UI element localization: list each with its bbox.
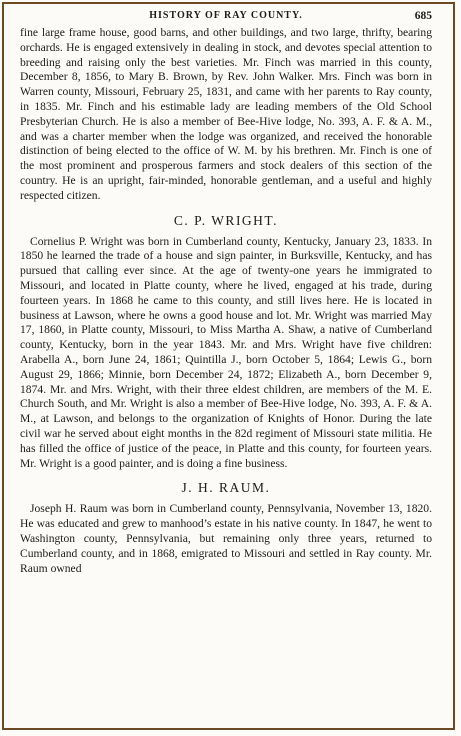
page-body <box>20 26 432 576</box>
running-header <box>20 10 432 26</box>
section-heading-wright: C. P. WRIGHT. <box>173 212 279 228</box>
running-title: HISTORY OF RAY COUNTY. <box>149 10 303 21</box>
page-number: 685 <box>414 10 432 22</box>
wright-biography: Cornelius P. Wright was born in Cumberland county, Kentucky, January 23, 1833. In 1850 he learned the trade of a house and sign painter, in Burksville, Kentucky, and has pursued that calling ever since. At the age of twenty-one years he immigrated to Missouri, and located in Platte county, where he lived, engaged at his trade, during fourteen years. In 1868 he came to this county, and still lives here. He is located in business at Lawson, where he owns a good house and lot. Mr. Wright was married May 17, 1860, in Platte county, Missouri, to Miss Martha A. Shaw, a native of Cumberland county, Kentucky, born in the year 1843. Mr. and Mrs. Wright have five children: Arabella A., born June 24, 1861; Quintilla J., born October 5, 1864; Lewis G., born August 29, 1866; Minnie, born December 24, 1872; Elizabeth A., born December 9, 1874. Mr. and Mrs. Wright, with their three eldest children, are members of the M. E. Church South, and Mr. Wright is also a member of Bee-Hive lodge, No. 393, A. F. & A. M., at Lawson, and belongs to the organization of Knights of Honor. During the late civil war he served about eight months in the 82d regiment of Missouri state militia. He has filled the office of justice of the peace, in Platte and this county, for fourteen years. Mr. Wright is a good painter, and is doing a fine business. <box>20 234 432 470</box>
raum-biography: Joseph H. Raum was born in Cumberland county, Pennsylvania, November 13, 1820. He was educated and grew to manhood’s estate in his native county. In 1847, he went to Washington county, Pennsylvania, but remaining only three years, returned to Cumberland county, and in 1868, emigrated to Missouri and settled in Ray county. Mr. Raum owned <box>20 502 432 575</box>
finch-biography-continued: fine large frame house, good barns, and other buildings, and two large, thrifty, bearing orchards. He is engaged extensively in dealing in stock, and devotes special attention to breeding and raising only the best varieties. Mr. Finch was married in this county, December 8, 1856, to Mary B. Brown, by Rev. John Walker. Mrs. Finch was born in Warren county, Missouri, February 25, 1831, and came with her parents to Ray county, in 1835. Mr. Finch and his estimable lady are leading members of the Old School Presbyterian Church. He is also a member of Bee-Hive lodge, No. 393, A. F. & A. M., and was a charter member when the lodge was organized, and received the honorable distinction of being elected to the office of W. M. by his brethren. Mr. Finch is one of the most prominent and prosperous farmers and stock dealers of this section of the country. He is an upright, fair-minded, honorable gentleman, and a useful and highly respected citizen. <box>20 26 432 202</box>
section-heading-raum: J. H. RAUM. <box>181 480 271 496</box>
